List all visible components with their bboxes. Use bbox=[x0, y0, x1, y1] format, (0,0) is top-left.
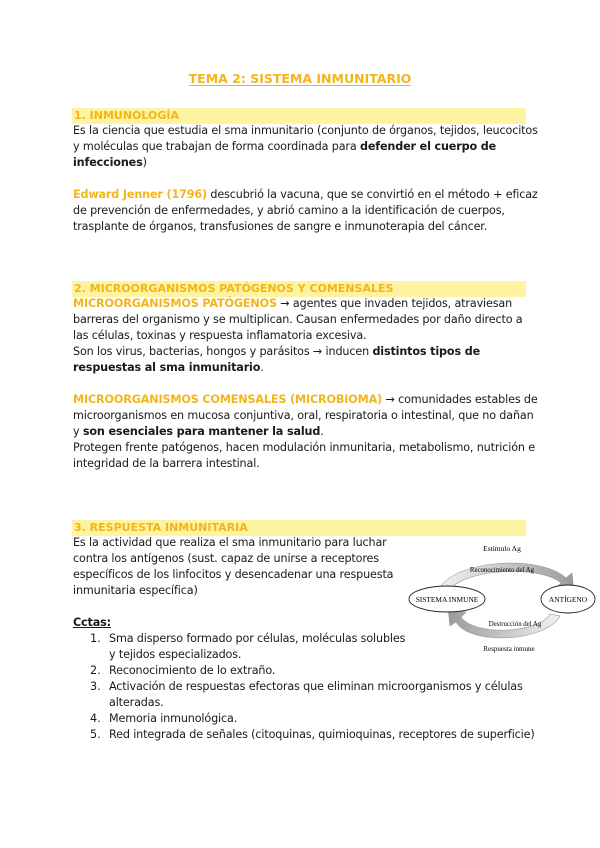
list-item-text: Sma disperso formado por células, moléculas solubles bbox=[109, 632, 406, 645]
antigen-label: ANTÍGENO bbox=[548, 595, 588, 604]
s2-pathogens-line-4: Son los virus, bacterias, hongos y parásitos → inducen distintos tipos de bbox=[73, 345, 481, 358]
list-item-number: 4. bbox=[90, 712, 101, 725]
s2-pathogens-line-2: barreras del organismo y se multiplican. Causan enfermedades por daño directo a bbox=[73, 313, 523, 326]
list-item-text: Reconocimiento de lo extraño. bbox=[109, 664, 276, 677]
page-title: TEMA 2: SISTEMA INMUNITARIO bbox=[188, 71, 412, 86]
list-item-number: 1. bbox=[90, 632, 101, 645]
s2-commensals-line-4: Protegen frente patógenos, hacen modulación inmunitaria, metabolismo, nutrición e bbox=[73, 441, 535, 454]
section-1-heading: 1. INMUNOLOGÍA bbox=[72, 108, 526, 124]
s2-pathogens-line-5: respuestas al sma inmunitario. bbox=[73, 361, 264, 374]
s3-paragraph-line-4: inmunitaria específica) bbox=[73, 584, 198, 597]
s2-pathogens-line-1: MICROORGANISMOS PATÓGENOS → agentes que invaden tejidos, atraviesan bbox=[73, 297, 513, 310]
destruction-label: Destrucción del Ag bbox=[488, 621, 542, 628]
s2-commensals-line-1: MICROORGANISMOS COMENSALES (MICROBIOMA) → comunidades estables de bbox=[73, 393, 538, 406]
immune-response-diagram bbox=[400, 540, 600, 656]
s2-commensals-line-2: microorganismos en mucosa conjuntiva, oral, respiratoria o intestinal, que no dañan bbox=[73, 409, 534, 422]
s3-paragraph-line-2: contra los antígenos (sust. capaz de unirse a receptores bbox=[73, 552, 379, 565]
s1-paragraph-line-3: infecciones) bbox=[73, 156, 147, 169]
stimulus-label: Estímulo Ag bbox=[483, 544, 521, 553]
characteristics-label: Cctas: bbox=[73, 616, 111, 629]
s3-paragraph-line-1: Es la actividad que realiza el sma inmunitario para luchar bbox=[73, 536, 387, 549]
list-item-number: 2. bbox=[90, 664, 101, 677]
section-2-heading: 2. MICROORGANISMOS PATÓGENOS Y COMENSALES bbox=[72, 281, 526, 297]
section-3-heading: 3. RESPUESTA INMUNITARIA bbox=[72, 520, 526, 536]
s2-pathogens-line-3: las células, toxinas y respuesta inflamatoria excesiva. bbox=[73, 329, 367, 342]
list-item-text: Red integrada de señales (citoquinas, quimioquinas, receptores de superficie) bbox=[109, 728, 535, 741]
immune-response-label: Respuesta inmune bbox=[483, 645, 535, 653]
s1-jenner-line-2: de prevención de enfermedades, y abrió camino a la identificación de cuerpos, bbox=[73, 204, 505, 217]
list-item-text: Memoria inmunológica. bbox=[109, 712, 238, 725]
recognition-label: Reconocimiento del Ag bbox=[469, 567, 535, 574]
s1-jenner-line-3: trasplante de órganos, transfusiones de sangre e inmunoterapia del cáncer. bbox=[73, 220, 488, 233]
list-item-text: Activación de respuestas efectoras que eliminan microorganismos y células bbox=[109, 680, 523, 693]
s1-paragraph-line-1: Es la ciencia que estudia el sma inmunitario (conjunto de órganos, tejidos, leucocitos bbox=[73, 124, 538, 137]
list-item-number: 5. bbox=[90, 728, 101, 741]
list-item-text: alteradas. bbox=[109, 696, 164, 709]
list-item-text: y tejidos especializados. bbox=[109, 648, 242, 661]
immune-system-label: SISTEMA INMUNE bbox=[415, 595, 479, 604]
s3-paragraph-line-3: específicos de los linfocitos y desencadenar una respuesta bbox=[73, 568, 394, 581]
list-item-number: 3. bbox=[90, 680, 101, 693]
s2-commensals-line-3: y son esenciales para mantener la salud. bbox=[73, 425, 324, 438]
s1-jenner-line-1: Edward Jenner (1796) descubrió la vacuna, que se convirtió en el método + eficaz bbox=[73, 188, 538, 201]
s1-paragraph-line-2: y moléculas que trabajan de forma coordinada para defender el cuerpo de bbox=[73, 140, 497, 153]
s2-commensals-line-5: integridad de la barrera intestinal. bbox=[73, 457, 260, 470]
